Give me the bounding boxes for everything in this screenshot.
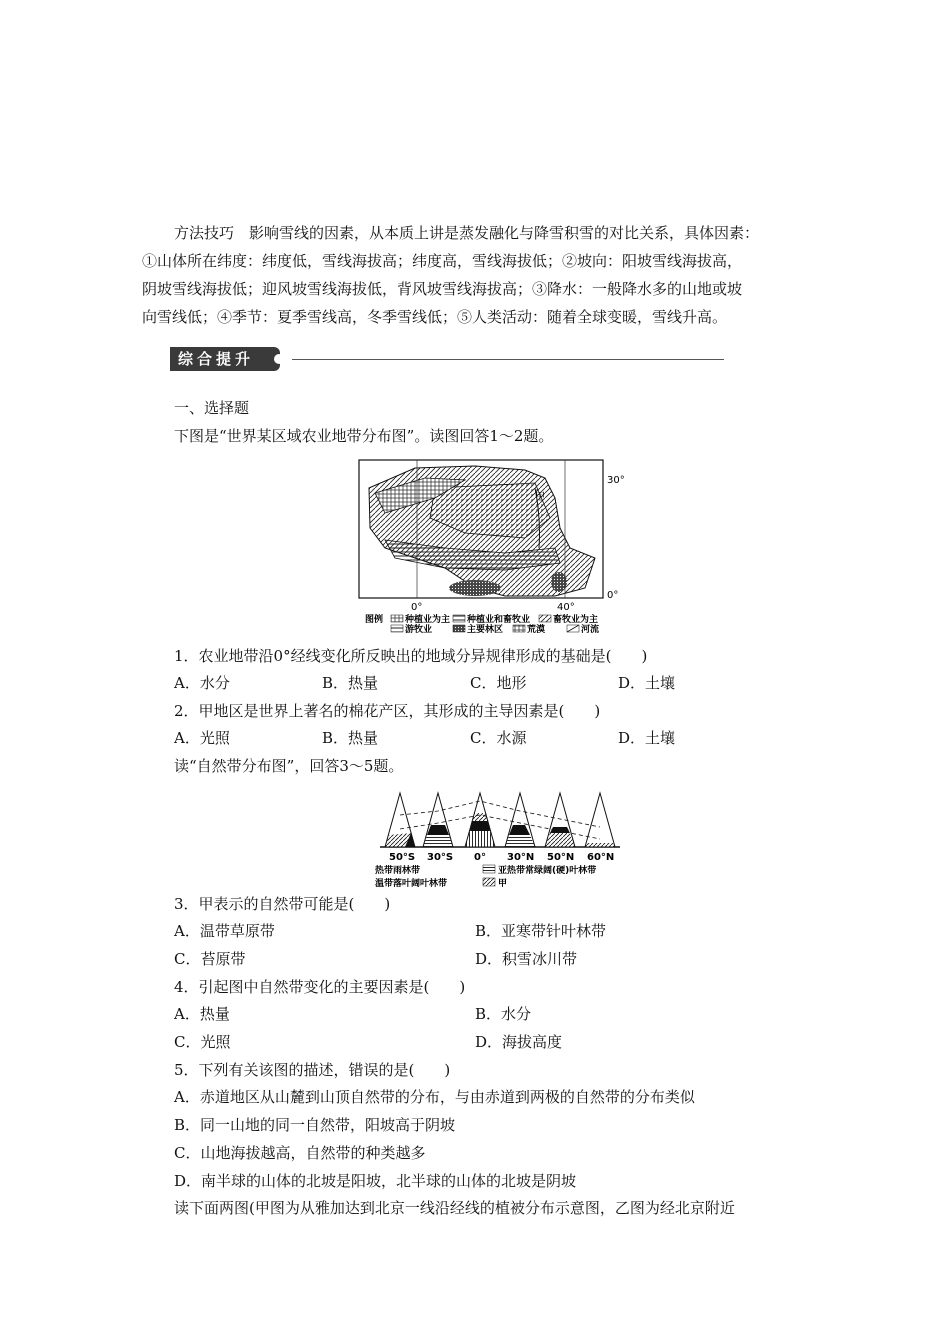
map-legend-nomadic: 游牧业 (405, 625, 433, 634)
agriculture-map-figure (355, 458, 635, 634)
region-jia-label: 甲 (535, 492, 545, 503)
lon-label-40: 40° (557, 602, 575, 613)
intro-map: 下图是“世界某区域农业地带分布图”。读图回答1～2题。 (174, 427, 554, 445)
lon-label-0: 0° (411, 602, 423, 613)
forest-region (449, 580, 501, 596)
q2-option-b: B．热量 (322, 729, 379, 747)
band-jia-0 (472, 813, 488, 821)
zone-lat-50s: 50°S (389, 852, 416, 863)
q2-option-c: C．水源 (470, 729, 527, 747)
q5-option-b: B．同一山地的同一自然带，阳坡高于阴坡 (174, 1116, 456, 1134)
q5-option-c: C．山地海拔越高，自然带的种类越多 (174, 1144, 426, 1162)
zone-lat-30n: 30°N (507, 852, 535, 863)
map-legend-title: 图例 (365, 615, 384, 625)
band-subtropical-30n (505, 835, 535, 847)
banner-dot-icon (274, 354, 284, 364)
q4-option-a: A．热量 (174, 1005, 230, 1023)
banner-rule (292, 359, 724, 360)
intro-zone: 读“自然带分布图”，回答3～5题。 (174, 757, 404, 775)
trailing-text: 读下面两图(甲图为从雅加达到北京一线沿经线的植被分布示意图，乙图为经北京附近 (174, 1199, 735, 1217)
tips-paragraph-line-1 (174, 222, 759, 244)
band-jia-60n (585, 843, 615, 847)
q5-option-d: D．南半球的山体的北坡是阳坡，北半球的山体的北坡是阴坡 (174, 1172, 577, 1190)
q1-option-a: A．水分 (174, 674, 230, 692)
tips-text-2: ①山体所在纬度：纬度低，雪线海拔高；纬度高，雪线海拔低；②坡向：阳坡雪线海拔高， (142, 252, 743, 270)
tips-text-3: 阴坡雪线海拔低；迎风坡雪线海拔低，背风坡雪线海拔高；③降水：一般降水多的山地或坡 (142, 280, 743, 298)
zone-legend-subtropical: 亚热带常绿阔(硬)叶林带 (498, 866, 597, 876)
zone-legend-rainforest: 热带雨林带 (375, 866, 421, 876)
q4-option-b: B．水分 (475, 1005, 532, 1023)
q5-option-a: A．赤道地区从山麓到山顶自然带的分布，与由赤道到两极的自然带的分布类似 (174, 1088, 695, 1106)
section-banner-label: 综合提升 (170, 347, 280, 371)
q2-option-d: D．土壤 (618, 729, 676, 747)
section-banner (170, 347, 560, 373)
q3-option-a: A．温带草原带 (174, 922, 275, 940)
q3-option-b: B．亚寒带针叶林带 (475, 922, 607, 940)
q3-option-c: C．苔原带 (174, 950, 246, 968)
tips-text-4: 向雪线低；④季节：夏季雪线高，冬季雪线低；⑤人类活动：随着全球变暖，雪线升高。 (142, 308, 728, 326)
zone-legend-jia: 甲 (498, 879, 508, 889)
q2-option-a: A．光照 (174, 729, 230, 747)
zone-lat-0: 0° (474, 852, 486, 863)
q4-option-d: D．海拔高度 (475, 1033, 563, 1051)
q2-stem: 2．甲地区是世界上著名的棉花产区，其形成的主导因素是( ) (174, 702, 601, 720)
zone-lat-60n: 60°N (587, 852, 615, 863)
band-jia-50n (545, 833, 575, 847)
q1-option-c: C．地形 (470, 674, 527, 692)
map-legend-forest: 主要林区 (467, 625, 504, 634)
map-legend-river: 河流 (581, 625, 600, 634)
zone-lat-30s: 30°S (427, 852, 454, 863)
tips-text-1: 影响雪线的因素，从本质上讲是蒸发融化与降雪积雪的对比关系，具体因素： (249, 224, 760, 242)
band-subtropical-30s (423, 835, 453, 847)
q4-stem: 4．引起图中自然带变化的主要因素是( ) (174, 978, 466, 996)
q1-option-d: D．土壤 (618, 674, 676, 692)
lat-label-30: 30° (607, 475, 625, 486)
zone-legend-broadleaf: 温带落叶阔叶林带 (375, 879, 448, 889)
part-title: 一、选择题 (174, 399, 250, 417)
band-broadleaf-0 (470, 821, 490, 831)
q5-stem: 5．下列有关该图的描述，错误的是( ) (174, 1061, 451, 1079)
q3-stem: 3．甲表示的自然带可能是( ) (174, 895, 391, 913)
band-rainforest-0 (465, 831, 495, 847)
map-legend-crop: 种植业为主 (405, 615, 451, 625)
q3-option-d: D．积雪冰川带 (475, 950, 578, 968)
forest-region-east (551, 572, 567, 592)
q1-stem: 1．农业地带沿0°经线变化所反映出的地域分异规律形成的基础是( ) (174, 647, 648, 665)
lat-label-0: 0° (607, 590, 619, 601)
natural-zone-figure (375, 785, 635, 895)
map-legend-crop-livestock: 种植业和畜牧业 (467, 615, 531, 625)
map-legend-desert: 荒漠 (527, 625, 546, 634)
q4-option-c: C．光照 (174, 1033, 231, 1051)
map-legend-livestock: 畜牧业为主 (553, 615, 599, 625)
q1-option-b: B．热量 (322, 674, 379, 692)
tips-label: 方法技巧 (174, 224, 235, 242)
zone-lat-50n: 50°N (547, 852, 575, 863)
